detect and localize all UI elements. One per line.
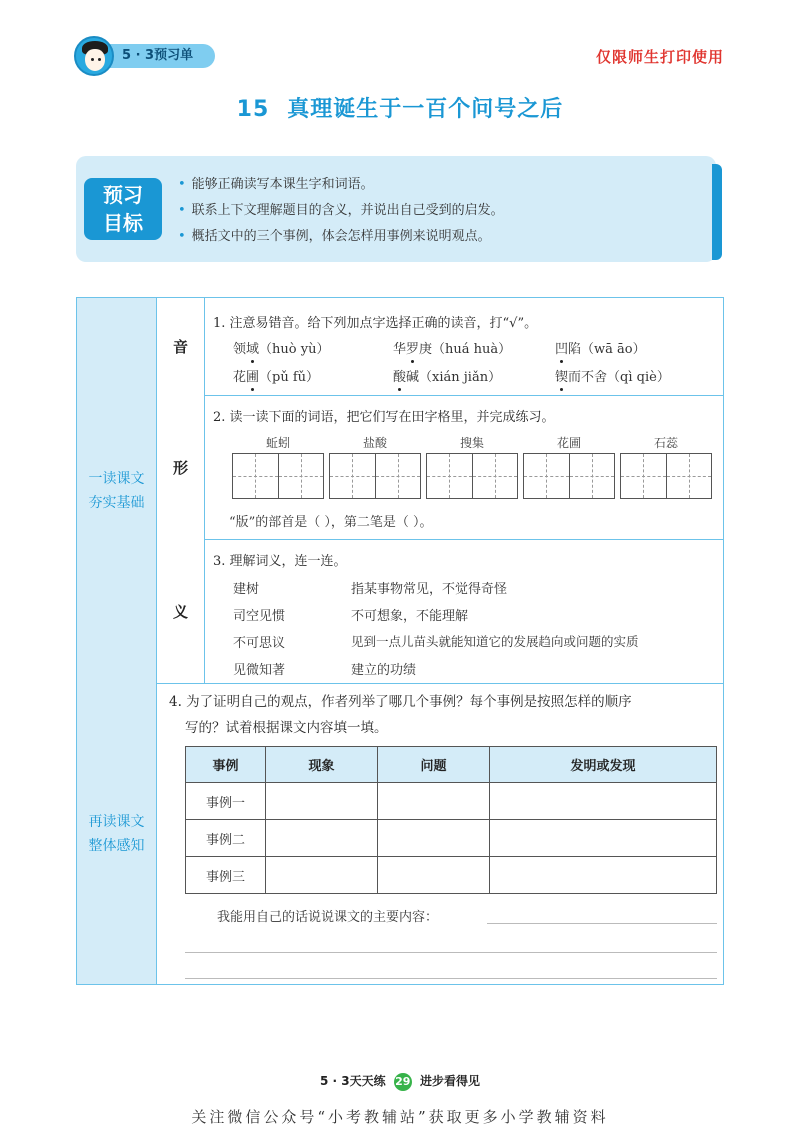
pinyin-item: 凹陷（wā āo） bbox=[555, 342, 646, 357]
preview-goals-box bbox=[76, 156, 716, 262]
example-question-line2: 写的？试着根据课文内容填一填。 bbox=[185, 720, 388, 736]
goal-item bbox=[178, 224, 504, 250]
bullet-icon: • bbox=[178, 229, 186, 244]
header-badge bbox=[74, 38, 215, 74]
word-label: 搜集 bbox=[459, 436, 484, 450]
page-number: 29 bbox=[394, 1073, 412, 1091]
goal-text: 概括文中的三个事例，体会怎样用事例来说明观点。 bbox=[191, 229, 491, 244]
tianzige-grid[interactable] bbox=[620, 453, 712, 499]
goal-item bbox=[178, 198, 504, 224]
page-footer bbox=[0, 1072, 800, 1091]
bullet-icon: • bbox=[178, 203, 186, 218]
meaning-label: 义 bbox=[157, 539, 205, 683]
tianzige-grid[interactable] bbox=[426, 453, 518, 499]
row-label: 事例二 bbox=[186, 820, 266, 857]
answer-cell[interactable] bbox=[266, 783, 378, 820]
table-row bbox=[186, 857, 717, 894]
watermark-text: 关注微信公众号“小考教辅站”获取更多小学教辅资料 bbox=[191, 1108, 609, 1126]
pinyin-item: 花圃（pǔ fǔ） bbox=[233, 370, 320, 385]
lesson-number: 15 bbox=[236, 97, 270, 122]
footer-slogan: 进步看得见 bbox=[419, 1074, 480, 1088]
sound-question: 1. 注意易错音。给下列加点字选择正确的读音，打“√”。 bbox=[213, 316, 538, 331]
goal-item bbox=[178, 172, 504, 198]
lesson-title bbox=[0, 92, 800, 123]
table-row bbox=[186, 820, 717, 857]
match-definition[interactable]: 不可想象，不能理解 bbox=[351, 609, 469, 624]
bullet-icon: • bbox=[178, 177, 186, 192]
answer-cell[interactable] bbox=[490, 783, 717, 820]
goal-text: 联系上下文理解题目的含义，并说出自己受到的启发。 bbox=[191, 203, 504, 218]
answer-cell[interactable] bbox=[490, 820, 717, 857]
section1-label-line2: 夯实基础 bbox=[88, 494, 145, 511]
goals-tag-line2: 目标 bbox=[103, 211, 143, 235]
answer-line[interactable] bbox=[185, 978, 717, 979]
radical-question: “版”的部首是（ ），第二笔是（ ）。 bbox=[229, 515, 433, 530]
word-label: 蚯蚓 bbox=[265, 436, 290, 450]
match-term[interactable]: 建树 bbox=[233, 582, 260, 597]
match-term[interactable]: 司空见惯 bbox=[233, 609, 286, 624]
cartoon-avatar-icon bbox=[74, 36, 114, 76]
col-header: 发明或发现 bbox=[490, 747, 717, 783]
answer-cell[interactable] bbox=[378, 783, 490, 820]
answer-cell[interactable] bbox=[378, 820, 490, 857]
goals-list bbox=[178, 172, 504, 250]
tianzige-grid[interactable] bbox=[232, 453, 324, 499]
match-definition[interactable]: 建立的功绩 bbox=[351, 663, 417, 678]
restriction-note: 仅限师生打印使用 bbox=[595, 48, 724, 66]
col-header: 现象 bbox=[266, 747, 378, 783]
word-label: 石蕊 bbox=[653, 436, 678, 450]
form-label: 形 bbox=[157, 395, 205, 539]
meaning-question: 3. 理解词义，连一连。 bbox=[213, 554, 347, 569]
preview-goals-tag bbox=[84, 178, 162, 240]
footer-brand: 5 · 3天天练 bbox=[319, 1074, 386, 1088]
match-term[interactable]: 见微知著 bbox=[233, 663, 286, 678]
sound-label: 音 bbox=[157, 298, 205, 395]
pinyin-item: 酸碱（xián jiǎn） bbox=[393, 370, 502, 385]
row-label: 事例一 bbox=[186, 783, 266, 820]
row-divider bbox=[205, 395, 723, 396]
section2-label-line2: 整体感知 bbox=[88, 837, 145, 854]
pinyin-item: 锲而不舍（qì qiè） bbox=[555, 370, 670, 385]
exercise-frame bbox=[76, 297, 724, 985]
section2-label bbox=[77, 683, 157, 984]
answer-cell[interactable] bbox=[378, 857, 490, 894]
section1-label-line1: 一读课文 bbox=[88, 470, 145, 487]
examples-table bbox=[185, 746, 717, 894]
answer-cell[interactable] bbox=[490, 857, 717, 894]
match-definition[interactable]: 指某事物常见，不觉得奇怪 bbox=[351, 582, 508, 597]
lesson-title-text: 真理诞生于一百个问号之后 bbox=[287, 97, 564, 122]
match-term[interactable]: 不可思议 bbox=[233, 636, 286, 651]
goal-text: 能够正确读写本课生字和词语。 bbox=[191, 177, 374, 192]
summary-prompt: 我能用自己的话说说课文的主要内容： bbox=[217, 910, 439, 925]
example-question-line1: 4. 为了证明自己的观点，作者列举了哪几个事例？每个事例是按照怎样的顺序 bbox=[169, 694, 632, 710]
section-divider bbox=[77, 683, 723, 684]
word-label: 花圃 bbox=[556, 436, 581, 450]
badge-label: 5 · 3预习单 bbox=[100, 44, 215, 68]
form-question: 2. 读一读下面的词语，把它们写在田字格里，并完成练习。 bbox=[213, 410, 555, 425]
tianzige-grid[interactable] bbox=[523, 453, 615, 499]
answer-line[interactable] bbox=[487, 923, 717, 924]
goals-tag-line1: 预习 bbox=[103, 183, 143, 207]
tianzige-grid[interactable] bbox=[329, 453, 421, 499]
answer-cell[interactable] bbox=[266, 857, 378, 894]
answer-line[interactable] bbox=[185, 952, 717, 953]
word-label: 盐酸 bbox=[362, 436, 387, 450]
col-header: 事例 bbox=[186, 747, 266, 783]
section2-label-line1: 再读课文 bbox=[88, 813, 145, 830]
section1-label bbox=[77, 298, 157, 683]
pinyin-item: 领域（huò yù） bbox=[233, 342, 330, 357]
table-row bbox=[186, 783, 717, 820]
match-definition[interactable]: 见到一点儿苗头就能知道它的发展趋向或问题的实质 bbox=[351, 634, 639, 649]
answer-cell[interactable] bbox=[266, 820, 378, 857]
row-divider bbox=[205, 539, 723, 540]
col-header: 问题 bbox=[378, 747, 490, 783]
row-label: 事例三 bbox=[186, 857, 266, 894]
pinyin-item: 华罗庚（huá huà） bbox=[393, 342, 512, 357]
